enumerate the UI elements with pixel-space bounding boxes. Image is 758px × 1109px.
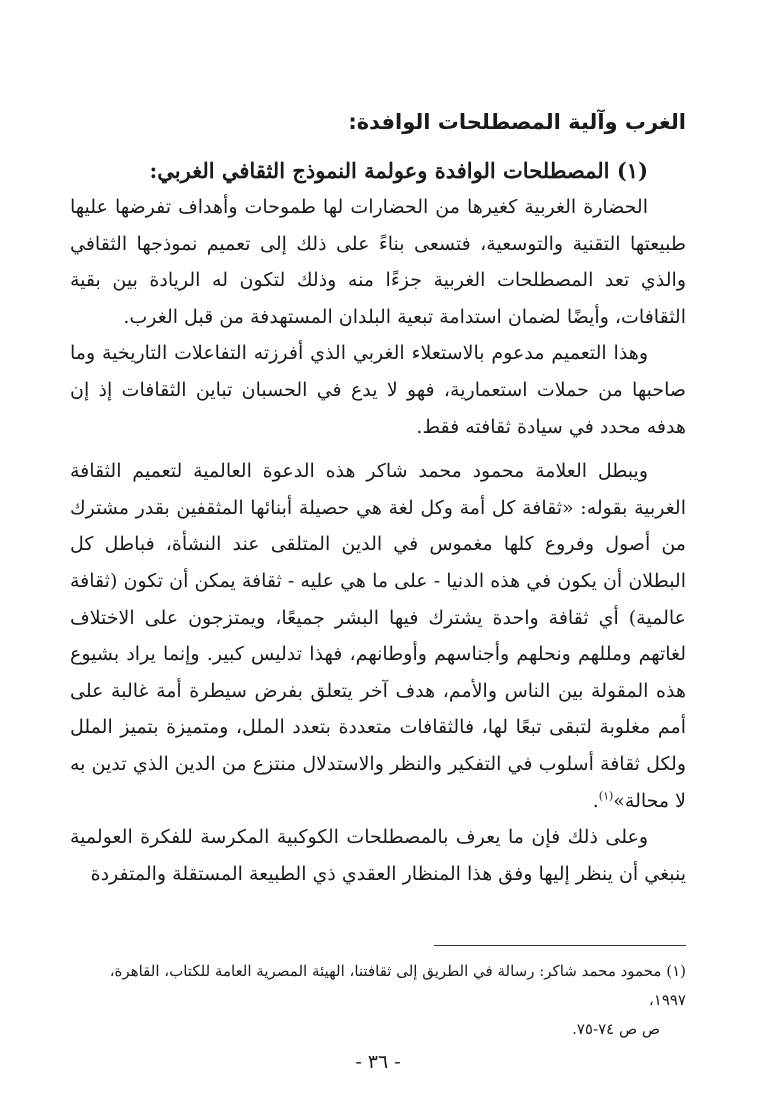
section-heading: الغرب وآلية المصطلحات الوافدة:: [348, 110, 686, 134]
book-page: [70, 105, 686, 1109]
paragraph-3-text: ويبطل العلامة محمود محمد شاكر هذه الدعوة العالمية لتعميم الثقافة الغربية بقوله: «ثقافة كل أمة وكل لغة هي حصيلة أبنائها المثقفين بقدر مشترك من أصول وفروع كلها مغموس في الدين المتلقى عند النشأة، فباطل كل البطلان أن يكون في هذه الدنيا - على ما هي عليه - ثقافة يمكن أن تكون (ثقافة عالمية) أي ثقافة واحدة يشترك فيها البشر جميعًا، ويمتزجون على الاختلاف لغاتهم ومللهم ونحلهم وأجناسهم وأوطانهم، فهذا تدليس كبير. وإنما يراد بشيوع هذه المقولة بين الناس والأمم، هدف آخر يتعلق بفرض سيطرة أمة غالبة على أمم مغلوبة لتبقى تبعًا لها، فالثقافات متعددة بتعدد الملل، ومتميزة بتميز الملل ولكل ثقافة أسلوب في التفكير والنظر والاستدلال منتزع من الدين الذي تدين به لا محالة»: [70, 460, 686, 812]
footnote-line-1: (١) محمود محمد شاكر: رسالة في الطريق إلى ثقافتنا، الهيئة المصرية العامة للكتاب، القاهرة، ١٩٩٧،: [109, 962, 686, 1009]
footnote-line-2: ص ص ٧٤-٧٥.: [572, 1020, 660, 1038]
footnote: [70, 957, 686, 1044]
page-number: - ٣٦ -: [355, 1051, 401, 1073]
paragraph-2: وهذا التعميم مدعوم بالاستعلاء الغربي الذي أفرزته التفاعلات التاريخية وما صاحبها من حملات استعمارية، فهو لا يدع في الحسبان تباين الثقافات إذ إن هدفه محدد في سيادة ثقافته فقط.: [70, 342, 686, 438]
footnote-divider: [434, 945, 686, 946]
paragraph-3-end: .: [592, 789, 599, 812]
paragraph-1: الحضارة الغربية كغيرها من الحضارات لها طموحات وأهداف تفرضها عليها طبيعتها التقنية والتوسعية، فتسعى بناءً على ذلك إلى تعميم نموذجها الثقافي والذي تعد المصطلحات الغربية جزءًا منه وذلك لتكون له الريادة بين بقية الثقافات، وأيضًا لضمان استدامة تبعية البلدان المستهدفة من قبل الغرب.: [70, 196, 686, 328]
sub-heading: (١) المصطلحات الوافدة وعولمة النموذج الثقافي الغربي:: [149, 158, 648, 183]
footnote-reference: (١): [598, 789, 614, 803]
paragraph-3: [70, 453, 686, 819]
paragraph-4: وعلى ذلك فإن ما يعرف بالمصطلحات الكوكبية المكرسة للفكرة العولمية ينبغي أن ينظر إليها وفق هذا المنظار العقدي ذي الطبيعة المستقلة والمتفردة: [70, 826, 686, 885]
